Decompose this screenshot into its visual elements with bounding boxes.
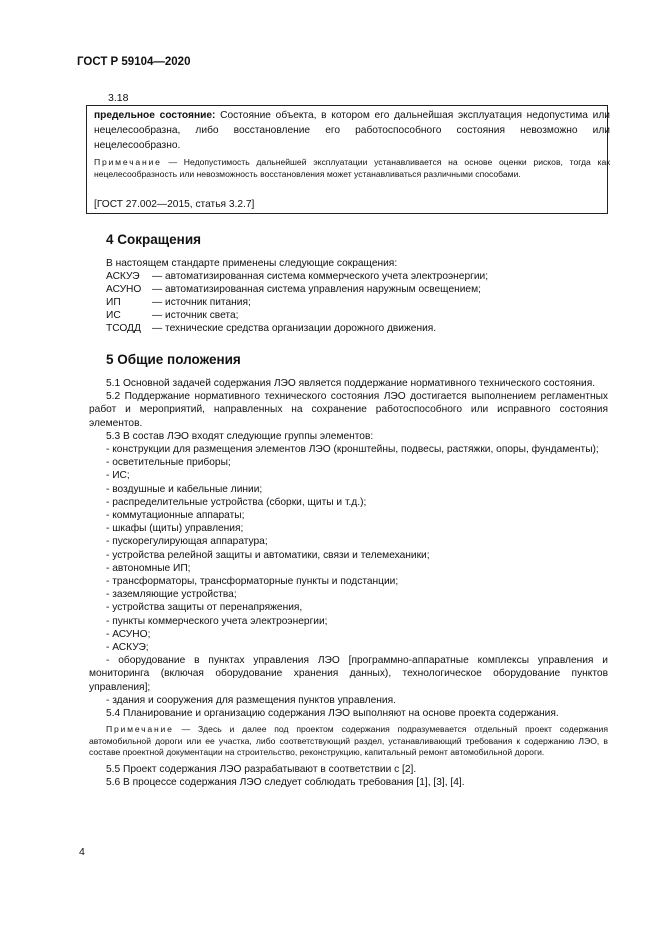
paragraph-5-2: 5.2 Поддержание нормативного технического состояния ЛЭО достигается выполнением регламентных работ и мероприятий, направленных на сохранение работоспособного или исправного состояния элементов. [89,391,608,429]
term-definition [94,108,610,153]
term-note-text: — Недопустимость дальнейшей эксплуатации устанавливается на основе оценки рисков, тогда как нецелесообразность или невозможность восстановления может устанавливаться различными способами. [94,157,610,179]
paragraph-5-6: 5.6 В процессе содержания ЛЭО следует соблюдать требования [1], [3], [4]. [106,777,465,789]
abbreviation-item: ИП — источник питания; [106,297,251,308]
paragraph-5-5: 5.5 Проект содержания ЛЭО разрабатывают в соответствии с [2]. [106,764,417,776]
section-5-body [89,377,608,790]
list-item: - ИС; [106,470,130,482]
section-4-heading: 4 Сокращения [106,232,201,247]
term-note [94,156,610,180]
abbreviation-item: АСКУЭ — автоматизированная система коммерческого учета электроэнергии; [106,271,489,282]
list-item: - устройства релейной защиты и автоматики, связи и телемеханики; [106,549,430,561]
list-item: - заземляющие устройства; [106,589,237,601]
section-5-note [89,724,608,758]
list-item: - распределительные устройства (сборки, щиты и т.д.); [106,496,367,508]
page-number: 4 [79,846,85,858]
list-item: - автономные ИП; [106,562,191,574]
list-item: - устройства защиты от перенапряжения, [106,602,303,614]
list-item: - конструкции для размещения элементов ЛЭО (кронштейны, подвесы, растяжки, опоры, фундаменты); [106,444,599,456]
list-item: - пункты коммерческого учета электроэнергии; [106,615,328,627]
document-header: ГОСТ Р 59104—2020 [77,56,191,68]
list-item: - осветительные приборы; [106,457,231,469]
section-5-note-label: Примечание [106,724,174,735]
section-5-heading: 5 Общие положения [106,352,241,367]
list-item: - пускорегулирующая аппаратура; [106,536,268,548]
section-5-note-text: — Здесь и далее под проектом содержания подразумевается отдельный проект содержания автомобильной дороги или ее участка, либо соответствующий раздел, устанавливающий требования к содержанию ЛЭО, в составе проектной документации на строительство, реконструкцию, капитальный ремонт автомобильной дороги. [89,724,609,757]
abbreviations-intro: В настоящем стандарте применены следующие сокращения: [106,258,398,269]
list-item: - оборудование в пунктах управления ЛЭО [программно-аппаратные комплексы управления и мониторинга (включая оборудование хранения данных), технологическое оборудование пунктов управления]; [89,655,608,693]
term-note-label: Примечание [94,157,162,167]
list-item: - воздушные и кабельные линии; [106,483,263,495]
abbreviation-item: АСУНО — автоматизированная система управления наружным освещением; [106,284,481,295]
term-source: [ГОСТ 27.002—2015, статья 3.2.7] [94,199,255,210]
list-item: - коммутационные аппараты; [106,510,245,522]
list-item: - здания и сооружения для размещения пунктов управления. [106,694,396,706]
abbreviation-item: ТСОДД — технические средства организации дорожного движения. [106,323,437,334]
abbreviation-item: ИС — источник света; [106,310,239,321]
term-title: предельное состояние: [94,110,216,121]
list-item: - АСКУЭ; [106,642,149,654]
paragraph-5-1: 5.1 Основной задачей содержания ЛЭО является поддержание нормативного технического состояния. [106,378,596,389]
term-number: 3.18 [108,92,129,104]
paragraph-5-3: 5.3 В состав ЛЭО входят следующие группы элементов: [106,430,374,442]
list-item: - шкафы (щиты) управления; [106,523,244,535]
paragraph-5-4: 5.4 Планирование и организацию содержания ЛЭО выполняют на основе проекта содержания. [106,708,559,720]
abbreviations-block [106,257,488,335]
term-definition-text: Состояние объекта, в котором его дальнейшая эксплуатация недопустима или нецелесообразна, либо восстановление его работоспособного состояния невозможно или нецелесообразно. [94,110,610,151]
elements-list [89,443,608,707]
list-item: - АСУНО; [106,628,151,640]
list-item: - трансформаторы, трансформаторные пункты и подстанции; [106,576,399,588]
